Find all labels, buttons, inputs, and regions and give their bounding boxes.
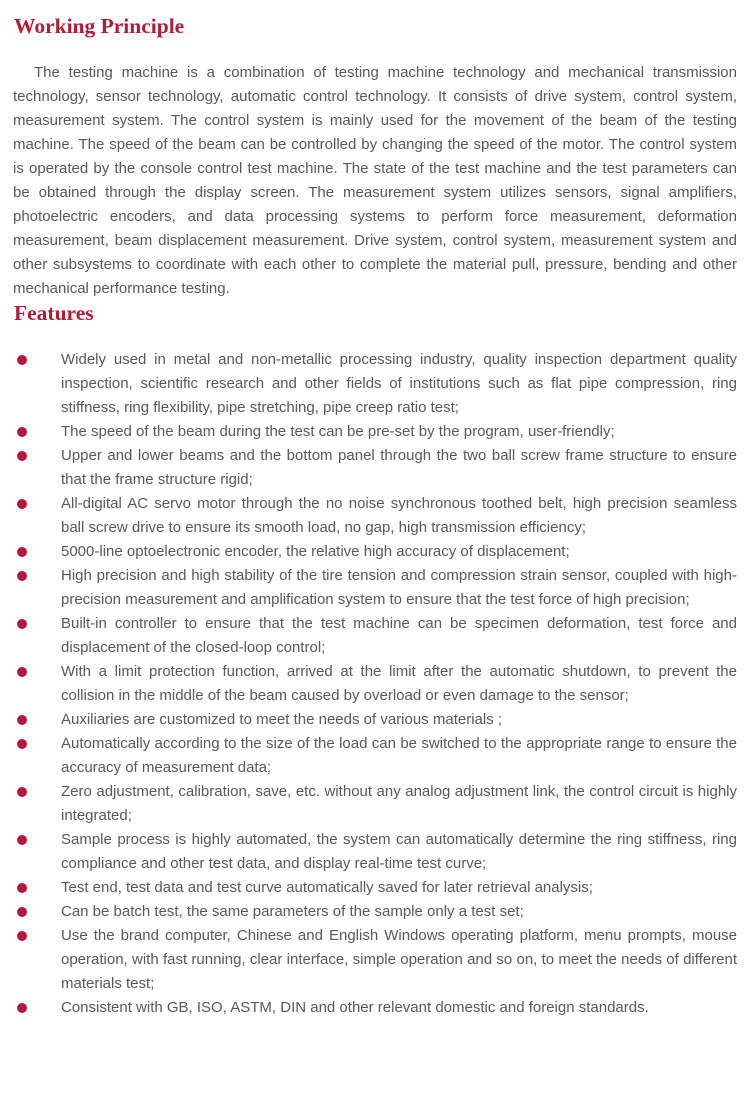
bullet-icon xyxy=(17,931,27,941)
list-item xyxy=(13,924,737,996)
list-item-text: Automatically according to the size of the load can be switched to the appropriate range to ensure the accuracy of measurement data; xyxy=(61,735,737,776)
list-item xyxy=(13,828,737,876)
list-item-text: High precision and high stability of the tire tension and compression strain sensor, coupled with high-precision measurement and amplification system to ensure that the test force of high precision; xyxy=(61,567,737,608)
working-principle-heading: Working Principle xyxy=(14,14,185,38)
list-item xyxy=(13,660,737,708)
bullet-icon xyxy=(17,787,27,797)
list-item-text: Consistent with GB, ISO, ASTM, DIN and other relevant domestic and foreign standards. xyxy=(61,999,649,1016)
list-item xyxy=(13,780,737,828)
features-heading: Features xyxy=(14,301,94,325)
working-principle-paragraph: The testing machine is a combination of testing machine technology and mechanical transmission technology, sensor technology, automatic control technology. It consists of drive system, control system, measurement system. The control system is mainly used for the movement of the beam of the testing machine. The speed of the beam can be controlled by changing the speed of the motor. The control system is operated by the console control test machine. The state of the test machine and the test parameters can be obtained through the display screen. The measurement system utilizes sensors, signal amplifiers, photoelectric encoders, and data processing systems to perform force measurement, deformation measurement, beam displacement measurement. Drive system, control system, measurement system and other subsystems to coordinate with each other to complete the material pull, pressure, bending and other mechanical performance testing. xyxy=(13,64,737,297)
bullet-icon xyxy=(17,667,27,677)
list-item xyxy=(13,540,737,564)
list-item xyxy=(13,420,737,444)
bullet-icon xyxy=(17,739,27,749)
bullet-icon xyxy=(17,835,27,845)
list-item-text: The speed of the beam during the test can be pre-set by the program, user-friendly; xyxy=(61,423,615,440)
list-item-text: Zero adjustment, calibration, save, etc. without any analog adjustment link, the control circuit is highly integrated; xyxy=(61,783,737,824)
list-item-text: 5000-line optoelectronic encoder, the relative high accuracy of displacement; xyxy=(61,543,570,560)
list-item-text: Sample process is highly automated, the system can automatically determine the ring stiffness, ring compliance and other test data, and display real-time test curve; xyxy=(61,831,737,872)
list-item xyxy=(13,444,737,492)
bullet-icon xyxy=(17,355,27,365)
list-item xyxy=(13,732,737,780)
list-item-text: Use the brand computer, Chinese and English Windows operating platform, menu prompts, mouse operation, with fast running, clear interface, simple operation and so on, to meet the needs of different materials test; xyxy=(61,927,737,992)
bullet-icon xyxy=(17,451,27,461)
bullet-icon xyxy=(17,715,27,725)
bullet-icon xyxy=(17,883,27,893)
list-item-text: Test end, test data and test curve automatically saved for later retrieval analysis; xyxy=(61,879,593,896)
list-item xyxy=(13,348,737,420)
list-item-text: Can be batch test, the same parameters of the sample only a test set; xyxy=(61,903,524,920)
list-item xyxy=(13,876,737,900)
list-item-text: Built-in controller to ensure that the test machine can be specimen deformation, test force and displacement of the closed-loop control; xyxy=(61,615,737,656)
list-item-text: Upper and lower beams and the bottom panel through the two ball screw frame structure to ensure that the frame structure rigid; xyxy=(61,447,737,488)
bullet-icon xyxy=(17,571,27,581)
list-item-text: With a limit protection function, arrived at the limit after the automatic shutdown, to prevent the collision in the middle of the beam caused by overload or even damage to the sensor; xyxy=(61,663,737,704)
list-item xyxy=(13,996,737,1020)
features-list xyxy=(13,348,737,1020)
bullet-icon xyxy=(17,1003,27,1013)
bullet-icon xyxy=(17,547,27,557)
bullet-icon xyxy=(17,907,27,917)
bullet-icon xyxy=(17,427,27,437)
list-item-text: Auxiliaries are customized to meet the needs of various materials ; xyxy=(61,711,503,728)
list-item xyxy=(13,612,737,660)
list-item xyxy=(13,564,737,612)
list-item-text: Widely used in metal and non-metallic processing industry, quality inspection department quality inspection, scientific research and other fields of institutions such as flat pipe compression, ring stiffness, ring flexibility, pipe stretching, pipe creep ratio test; xyxy=(61,351,737,416)
list-item xyxy=(13,492,737,540)
bullet-icon xyxy=(17,499,27,509)
list-item xyxy=(13,708,737,732)
list-item xyxy=(13,900,737,924)
bullet-icon xyxy=(17,619,27,629)
list-item-text: All-digital AC servo motor through the no noise synchronous toothed belt, high precision seamless ball screw drive to ensure its smooth load, no gap, high transmission efficiency; xyxy=(61,495,737,536)
